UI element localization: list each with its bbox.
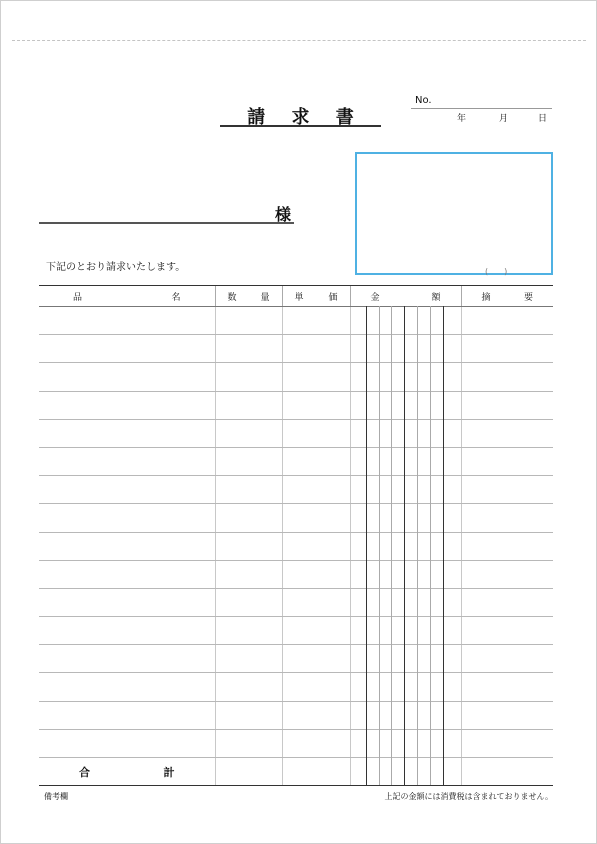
table-row [39,504,553,532]
table-row [39,447,553,475]
note-cell[interactable] [461,504,553,532]
title-char: 求 [291,107,310,128]
table-row [39,673,553,701]
header-quantity: 数 量 [215,286,282,307]
table-row [39,588,553,616]
item-cell[interactable] [39,673,215,701]
item-cell[interactable] [39,729,215,757]
note-cell[interactable] [461,701,553,729]
note-cell[interactable] [461,335,553,363]
title-char: 請 [247,107,266,128]
header-amount: 金 額 [350,286,461,307]
header-unit-price: 単 価 [282,286,350,307]
quantity-cell[interactable] [215,560,282,588]
amount-cell[interactable] [350,363,461,391]
item-cell[interactable] [39,645,215,673]
table-row [39,419,553,447]
date-day-label: 日 [538,114,548,124]
unit-price-cell[interactable] [282,645,350,673]
title-char: 書 [335,107,354,128]
quantity-cell[interactable] [215,447,282,475]
item-cell[interactable] [39,307,215,335]
unit-price-cell[interactable] [282,729,350,757]
unit-price-cell[interactable] [282,391,350,419]
amount-cell[interactable] [350,617,461,645]
unit-price-cell[interactable] [282,617,350,645]
unit-price-cell[interactable] [282,447,350,475]
amount-cell[interactable] [350,673,461,701]
note-cell[interactable] [461,419,553,447]
table-header-row [39,286,553,307]
item-cell[interactable] [39,391,215,419]
unit-price-cell[interactable] [282,560,350,588]
note-cell[interactable] [461,476,553,504]
quantity-cell[interactable] [215,419,282,447]
item-cell[interactable] [39,335,215,363]
table-row [39,532,553,560]
amount-cell[interactable] [350,588,461,616]
table-row [39,729,553,757]
note-cell[interactable] [461,617,553,645]
header-note: 摘 要 [461,286,553,307]
amount-cell[interactable] [350,532,461,560]
table-row [39,307,553,335]
recipient-suffix: 様 [275,205,292,224]
unit-price-cell[interactable] [282,419,350,447]
item-cell[interactable] [39,617,215,645]
recipient-line [39,222,294,224]
date-month-label: 月 [499,114,509,124]
note-cell[interactable] [461,447,553,475]
amount-cell[interactable] [350,447,461,475]
quantity-cell[interactable] [215,504,282,532]
item-cell[interactable] [39,560,215,588]
table-row [39,476,553,504]
unit-price-cell[interactable] [282,307,350,335]
unit-price-cell[interactable] [282,701,350,729]
item-cell[interactable] [39,447,215,475]
amount-cell[interactable] [350,560,461,588]
note-cell[interactable] [461,645,553,673]
issuer-box-mark: ( ) [485,267,508,276]
quantity-cell[interactable] [215,532,282,560]
note-cell[interactable] [461,532,553,560]
item-cell[interactable] [39,363,215,391]
unit-price-cell[interactable] [282,363,350,391]
quantity-cell[interactable] [215,307,282,335]
table-row [39,617,553,645]
date-year-label: 年 [457,114,467,124]
amount-cell[interactable] [350,729,461,757]
quantity-cell[interactable] [215,588,282,616]
quantity-cell[interactable] [215,701,282,729]
item-cell[interactable] [39,532,215,560]
amount-cell[interactable] [350,701,461,729]
unit-price-cell[interactable] [282,588,350,616]
unit-price-cell[interactable] [282,673,350,701]
item-cell[interactable] [39,504,215,532]
amount-cell[interactable] [350,419,461,447]
quantity-cell[interactable] [215,335,282,363]
invoice-number-label: No. [415,95,432,106]
table-row [39,335,553,363]
intro-text: 下記のとおり請求いたします。 [46,262,186,273]
unit-price-cell[interactable] [282,335,350,363]
unit-price-cell[interactable] [282,504,350,532]
amount-cell[interactable] [350,476,461,504]
total-quantity-cell [215,758,282,786]
note-cell[interactable] [461,729,553,757]
quantity-cell[interactable] [215,391,282,419]
invoice-table [39,285,553,786]
quantity-cell[interactable] [215,645,282,673]
table-row [39,560,553,588]
item-cell[interactable] [39,476,215,504]
page-title [220,103,381,127]
total-note-cell [461,758,553,786]
item-cell[interactable] [39,701,215,729]
quantity-cell[interactable] [215,363,282,391]
invoice-number-line [411,108,552,109]
note-cell[interactable] [461,307,553,335]
amount-cell[interactable] [350,391,461,419]
total-row [39,758,553,786]
quantity-cell[interactable] [215,617,282,645]
amount-cell[interactable] [350,307,461,335]
perforation-line [12,40,586,41]
amount-cell[interactable] [350,645,461,673]
table-row [39,391,553,419]
issuer-box [355,152,553,275]
note-cell[interactable] [461,673,553,701]
header-item: 品 名 [39,286,215,307]
tax-note: 上記の金額には消費税は含まれておりません。 [384,792,553,801]
item-cell[interactable] [39,588,215,616]
quantity-cell[interactable] [215,476,282,504]
quantity-cell[interactable] [215,673,282,701]
table-row [39,363,553,391]
table-row [39,701,553,729]
item-cell[interactable] [39,419,215,447]
total-label: 合 計 [39,758,215,786]
note-cell[interactable] [461,560,553,588]
note-cell[interactable] [461,588,553,616]
amount-cell[interactable] [350,335,461,363]
total-amount-cell [350,758,461,786]
remarks-label: 備考欄 [44,792,68,801]
note-cell[interactable] [461,391,553,419]
unit-price-cell[interactable] [282,476,350,504]
quantity-cell[interactable] [215,729,282,757]
unit-price-cell[interactable] [282,532,350,560]
total-unit-price-cell [282,758,350,786]
table-row [39,645,553,673]
note-cell[interactable] [461,363,553,391]
amount-cell[interactable] [350,504,461,532]
